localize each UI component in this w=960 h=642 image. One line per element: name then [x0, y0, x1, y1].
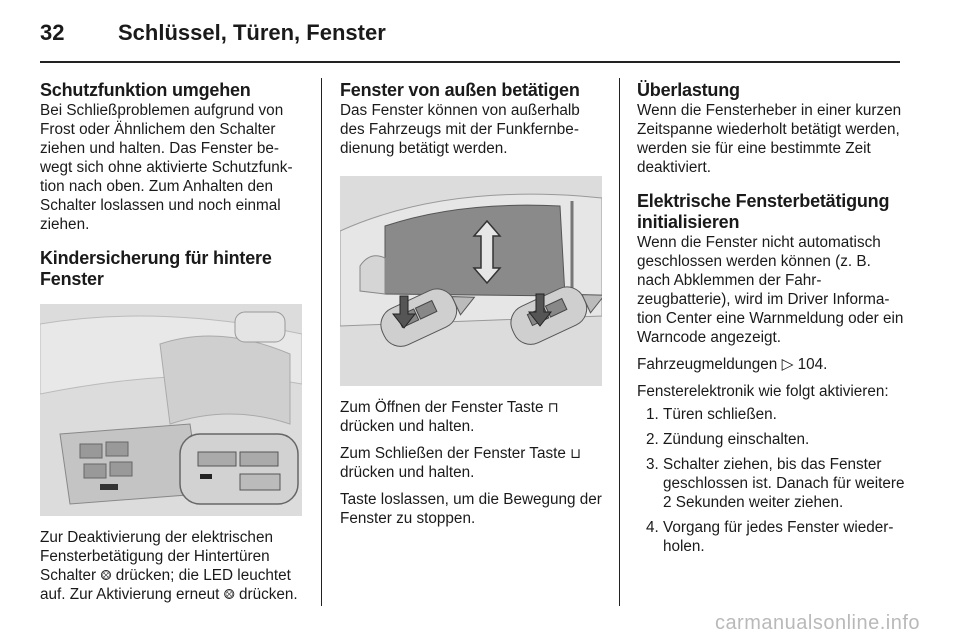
column-divider [619, 78, 620, 606]
section-title-initialisieren: Elektrische Fensterbetätigung initialisieren [637, 191, 890, 232]
steps-intro: Fensterelektronik wie folgt aktivieren: [637, 383, 889, 400]
header-rule [40, 61, 900, 63]
door-switch-illustration [40, 304, 302, 516]
section-title-fenster-aussen: Fenster von außen betätigen [340, 80, 580, 100]
list-item: 3. Schalter ziehen, bis das Fenster geschlossen ist. Danach für weitere 2 Sekunden weiter ziehen. [663, 455, 907, 512]
list-item: 1. Türen schließen. [663, 405, 907, 424]
body-text: Wenn die Fenster nicht automatisch geschlossen werden können (z. B. nach Abklemmen der Fahrzeugbatterie), wird im Driver Information Center eine Warnmeldung oder ein Warncode angezeigt. [637, 234, 904, 346]
steps-list [637, 405, 907, 556]
window-lock-icon: ⨷ [223, 586, 235, 602]
section-title-kindersicherung: Kindersicherung für hintere Fenster [40, 248, 272, 289]
figure-caption: Zur Deaktivierung der elektrischen Fensterbetätigung der Hintertüren Schalter ⨷ drücken; die LED leuchtet auf. Zur Aktivierung erneut ⨷ drücken. [40, 529, 298, 603]
chapter-title: Schlüssel, Türen, Fenster [118, 20, 386, 45]
column-1 [40, 80, 306, 612]
release-instruction: Taste loslassen, um die Bewegung der Fenster zu stoppen. [340, 491, 602, 527]
remote-key-drawing [340, 176, 602, 386]
body-text: Bei Schließproblemen aufgrund von Frost oder Ähnlichem den Schalter ziehen und halten. Das Fenster bewegt sich ohne aktivierte Schutzfunktion nach oben. Zum Anhalten den Schalter loslassen und noch einmal ziehen. [40, 102, 293, 233]
window-lock-icon: ⨷ [100, 567, 112, 583]
column-3 [637, 80, 907, 562]
lock-icon: ⊔ [570, 445, 582, 461]
open-instruction: Zum Öffnen der Fenster Taste ⊓ drücken und halten. [340, 399, 559, 435]
remote-window-illustration [340, 176, 602, 386]
section-title-ueberlastung: Überlastung [637, 80, 740, 100]
page-number: 32 [40, 20, 65, 45]
close-instruction: Zum Schließen der Fenster Taste ⊔ drücken und halten. [340, 445, 582, 481]
body-text: Das Fenster können von außerhalb des Fahrzeugs mit der Funkfernbedienung betätigt werden. [340, 102, 580, 157]
window-up-icon: ⊓ [547, 399, 559, 415]
door-switch-drawing [40, 304, 302, 516]
section-title-schutzfunktion: Schutzfunktion umgehen [40, 80, 251, 100]
list-item: 2. Zündung einschalten. [663, 430, 907, 449]
watermark: carmanualsonline.info [714, 612, 920, 634]
column-2 [340, 80, 602, 536]
body-text: Wenn die Fensterheber in einer kurzen Zeitspanne wiederholt betätigt werden, werden sie für eine bestimmte Zeit deaktiviert. [637, 102, 902, 176]
column-divider [321, 78, 322, 606]
page-header [40, 14, 920, 64]
arrow-reference-icon: ▷ [781, 356, 794, 373]
list-item: 4. Vorgang für jedes Fenster wiederholen. [663, 518, 907, 556]
cross-reference: Fahrzeugmeldungen ▷ 104. [637, 356, 828, 373]
